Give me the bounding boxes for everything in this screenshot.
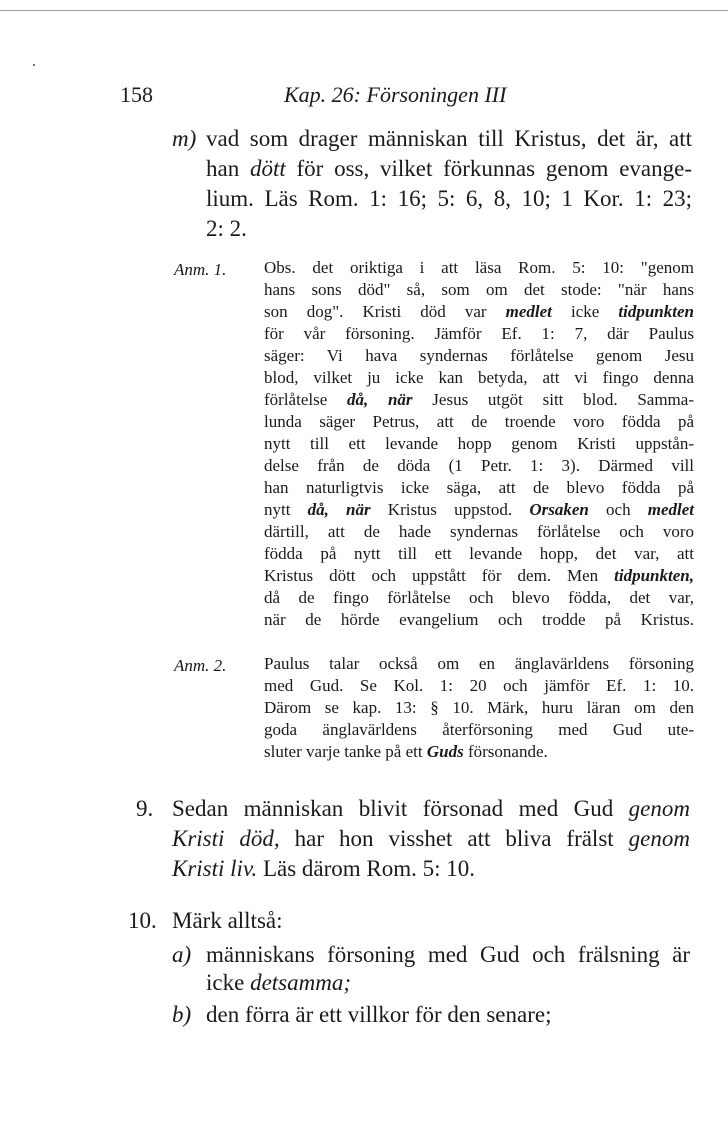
item-m-line-1: vad som drager människan till Kristus, det är, att: [206, 126, 692, 151]
running-title: Kap. 26: Försoningen III: [284, 82, 507, 107]
note-1-line-10: delse från de döda (1 Petr. 1: 3). Därmed vill: [264, 456, 694, 475]
page-number: 158: [120, 82, 153, 107]
item-10a-label: a): [172, 942, 192, 967]
note-1-line-2: hans sons död" så, som om det stode: "när hans: [264, 280, 694, 299]
note-1-line-7: förlåtelse då, när Jesus utgöt sitt blod. Samma-: [264, 390, 694, 409]
note-2-line-2: med Gud. Se Kol. 1: 20 och jämför Ef. 1: 10.: [264, 676, 694, 695]
item-9-line-2: Kristi död, har hon visshet att bliva frälst genom: [172, 826, 690, 851]
item-m-line-4: 2: 2.: [206, 216, 247, 241]
scan-speck: [33, 64, 35, 66]
note-1-line-14: födda på nytt till ett levande hopp, det var, att: [264, 544, 694, 563]
note-1-line-17: när de hörde evangelium och trodde på Kristus.: [264, 610, 694, 629]
item-10b-line-1: den förra är ett villkor för den senare;: [206, 1002, 552, 1027]
note-2-line-1: Paulus talar också om en änglavärldens försoning: [264, 654, 694, 673]
item-9-line-1: Sedan människan blivit försonad med Gud genom: [172, 796, 690, 821]
item-10-intro: Märk alltså:: [172, 908, 283, 933]
note-2-line-4: goda änglavärldens återförsoning med Gud ute-: [264, 720, 694, 739]
item-m-label: m): [172, 126, 197, 151]
note-1-line-5: säger: Vi hava syndernas förlåtelse genom Jesu: [264, 346, 694, 365]
note-2-line-5: sluter varje tanke på ett Guds försonande.: [264, 742, 548, 761]
note-1-label: Anm. 1.: [174, 260, 227, 279]
note-1-line-11: han naturligtvis icke säga, att de blevo födda på: [264, 478, 694, 497]
note-1-line-6: blod, vilket ju icke kan betyda, att vi fingo denna: [264, 368, 694, 387]
item-10b-label: b): [172, 1002, 192, 1027]
note-1-line-12: nytt då, när Kristus uppstod. Orsaken och medlet: [264, 500, 695, 519]
note-1-line-8: lunda säger Petrus, att de troende voro födda på: [264, 412, 694, 431]
note-1-line-15: Kristus dött och uppstått för dem. Men tidpunkten,: [264, 566, 694, 585]
note-1-line-4: för vår försoning. Jämför Ef. 1: 7, där Paulus: [264, 324, 694, 343]
note-1-line-9: nytt till ett levande hopp genom Kristi uppstån-: [264, 434, 694, 453]
item-m-line-2: han dött för oss, vilket förkunnas genom evange-: [206, 156, 692, 181]
note-1-line-16: då de fingo förlåtelse och blevo födda, det var,: [264, 588, 694, 607]
note-1-line-13: därtill, att de hade syndernas förlåtelse och voro: [264, 522, 694, 541]
note-1-line-3: son dog". Kristi död var medlet icke tidpunkten: [264, 302, 694, 321]
note-1-line-1: Obs. det oriktiga i att läsa Rom. 5: 10: "genom: [264, 258, 694, 277]
item-m-line-3: lium. Läs Rom. 1: 16; 5: 6, 8, 10; 1 Kor. 1: 23;: [206, 186, 692, 211]
item-10a-line-1: människans försoning med Gud och frälsning är: [206, 942, 690, 967]
item-9-number: 9.: [136, 796, 154, 821]
note-2-label: Anm. 2.: [174, 656, 227, 675]
item-10-number: 10.: [128, 908, 157, 933]
item-10a-line-2: icke detsamma;: [206, 970, 351, 995]
note-2-line-3: Därom se kap. 13: § 10. Märk, huru läran om den: [264, 698, 694, 717]
item-9-line-3: Kristi liv. Läs därom Rom. 5: 10.: [172, 856, 476, 881]
top-rule: [0, 10, 728, 11]
